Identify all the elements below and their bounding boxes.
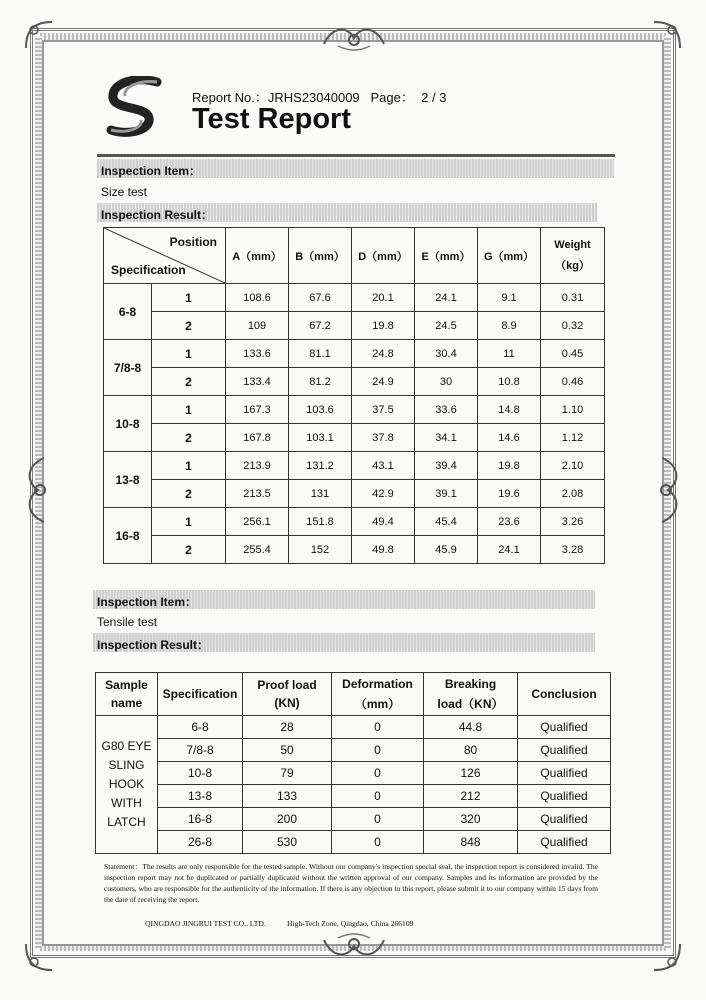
size-table-row — [104, 508, 605, 536]
measurement-cell: 24.5 — [415, 312, 478, 340]
measurement-cell: 24.1 — [415, 284, 478, 312]
measurement-cell: 131 — [289, 480, 352, 508]
sample-name-line: G80 EYE — [101, 739, 152, 753]
ornament-corner-tr — [650, 18, 684, 52]
measurement-cell: 255.4 — [226, 536, 289, 564]
inspection-item-value-2: Tensile test — [97, 615, 158, 629]
conclusion-cell: Qualified — [518, 716, 611, 739]
measurement-cell: 11 — [478, 340, 541, 368]
deform-cell: 0 — [332, 739, 424, 762]
measurement-cell: 152 — [289, 536, 352, 564]
break-header-line2: load（KN） — [437, 696, 504, 711]
measurement-cell: 67.6 — [289, 284, 352, 312]
measurement-cell: 45.4 — [415, 508, 478, 536]
spec-cell: 7/8-8 — [158, 739, 243, 762]
spec-cell: 10-8 — [158, 762, 243, 785]
ornament-top — [318, 20, 390, 54]
measurement-cell: 43.1 — [352, 452, 415, 480]
report-no-value: JRHS23040009 — [267, 90, 360, 105]
sample-name-line: WITH — [111, 796, 142, 810]
deform-cell: 0 — [332, 785, 424, 808]
measurement-cell: 49.4 — [352, 508, 415, 536]
deform-cell: 0 — [332, 716, 424, 739]
position-cell: 1 — [152, 508, 226, 536]
size-test-table — [103, 227, 605, 564]
measurement-cell: 19.8 — [352, 312, 415, 340]
breaking-cell: 44.8 — [424, 716, 518, 739]
measurement-cell: 0.31 — [541, 284, 605, 312]
measurement-cell: 34.1 — [415, 424, 478, 452]
proof-cell: 79 — [243, 762, 332, 785]
tensile-table-row — [96, 785, 611, 808]
measurement-cell: 213.5 — [226, 480, 289, 508]
measurement-cell: 8.9 — [478, 312, 541, 340]
deform-header-line2: （mm） — [354, 696, 401, 711]
measurement-cell: 108.6 — [226, 284, 289, 312]
measurement-cell: 109 — [226, 312, 289, 340]
proof-load-header — [243, 673, 332, 716]
size-table-row — [104, 340, 605, 368]
report-no-label: Report No.： — [192, 90, 268, 105]
position-cell: 1 — [152, 340, 226, 368]
deform-cell: 0 — [332, 808, 424, 831]
ornament-corner-tl — [22, 18, 56, 52]
measurement-cell: 67.2 — [289, 312, 352, 340]
breaking-cell: 212 — [424, 785, 518, 808]
measurement-cell: 20.1 — [352, 284, 415, 312]
proof-cell: 28 — [243, 716, 332, 739]
measurement-cell: 14.8 — [478, 396, 541, 424]
page-title: Test Report — [192, 103, 351, 135]
specification-header-2: Specification — [158, 673, 243, 716]
measurement-cell: 213.9 — [226, 452, 289, 480]
proof-cell: 50 — [243, 739, 332, 762]
measurement-cell: 133.4 — [226, 368, 289, 396]
conclusion-cell: Qualified — [518, 762, 611, 785]
proof-header-line2: (KN) — [274, 696, 300, 710]
size-table-row — [104, 312, 605, 340]
measurement-cell: 2.08 — [541, 480, 605, 508]
col-header-a: A（mm） — [226, 228, 289, 284]
measurement-cell: 19.6 — [478, 480, 541, 508]
size-table-row — [104, 536, 605, 564]
ornament-corner-bl — [22, 940, 56, 974]
ornament-right — [650, 452, 686, 528]
measurement-cell: 30 — [415, 368, 478, 396]
size-table-header-row — [104, 228, 605, 284]
measurement-cell: 167.3 — [226, 396, 289, 424]
diagonal-header-cell — [104, 228, 226, 284]
tensile-table-row — [96, 716, 611, 739]
size-table-body — [104, 284, 605, 564]
weight-label: Weight — [554, 238, 591, 251]
measurement-cell: 1.12 — [541, 424, 605, 452]
header-rule — [97, 154, 615, 157]
measurement-cell: 1.10 — [541, 396, 605, 424]
conclusion-cell: Qualified — [518, 739, 611, 762]
breaking-load-header — [424, 673, 518, 716]
measurement-cell: 151.8 — [289, 508, 352, 536]
measurement-cell: 30.4 — [415, 340, 478, 368]
spec-group-cell: 13-8 — [104, 452, 152, 508]
spec-group-cell: 7/8-8 — [104, 340, 152, 396]
measurement-cell: 2.10 — [541, 452, 605, 480]
inspection-result-label-2: Inspection Result： — [97, 638, 210, 652]
col-header-g: G（mm） — [478, 228, 541, 284]
position-cell: 2 — [152, 312, 226, 340]
measurement-cell: 103.6 — [289, 396, 352, 424]
measurement-cell: 167.8 — [226, 424, 289, 452]
measurement-cell: 37.8 — [352, 424, 415, 452]
weight-unit: （kg） — [555, 259, 590, 272]
breaking-cell: 848 — [424, 831, 518, 854]
measurement-cell: 19.8 — [478, 452, 541, 480]
inspection-item-value: Size test — [101, 185, 148, 199]
tensile-table-row — [96, 831, 611, 854]
spec-group-cell: 16-8 — [104, 508, 152, 564]
ornament-corner-br — [650, 940, 684, 974]
sample-header-line2: name — [110, 696, 143, 710]
measurement-cell: 37.5 — [352, 396, 415, 424]
tensile-test-table — [95, 672, 611, 854]
break-header-line1: Breaking — [444, 676, 497, 691]
measurement-cell: 49.8 — [352, 536, 415, 564]
measurement-cell: 42.9 — [352, 480, 415, 508]
tensile-table-row — [96, 739, 611, 762]
statement-text: Statement：The results are only responsible for the tested sample. Without our company's inspection special seal, the inspection report is considered invalid. The inspection report may not be duplicated or partially duplicated without the written approval of our company. Samples and its information are provided by the customers, who are responsible for the authenticity of the information. If there is any objection to this report, please submit it to our company within 15 days from the date of receiving the report. — [104, 862, 598, 904]
measurement-cell: 103.1 — [289, 424, 352, 452]
position-cell: 1 — [152, 452, 226, 480]
position-cell: 1 — [152, 396, 226, 424]
spec-cell: 6-8 — [158, 716, 243, 739]
sample-name-line: HOOK — [108, 777, 145, 791]
measurement-cell: 24.8 — [352, 340, 415, 368]
measurement-cell: 0.46 — [541, 368, 605, 396]
deform-cell: 0 — [332, 762, 424, 785]
col-header-weight — [541, 228, 605, 284]
proof-cell: 200 — [243, 808, 332, 831]
measurement-cell: 3.26 — [541, 508, 605, 536]
position-cell: 2 — [152, 368, 226, 396]
measurement-cell: 45.9 — [415, 536, 478, 564]
measurement-cell: 14.6 — [478, 424, 541, 452]
measurement-cell: 24.9 — [352, 368, 415, 396]
position-cell: 2 — [152, 480, 226, 508]
size-table-row — [104, 368, 605, 396]
spec-cell: 26-8 — [158, 831, 243, 854]
measurement-cell: 33.6 — [415, 396, 478, 424]
inspection-item-label: Inspection Item： — [101, 164, 202, 178]
measurement-cell: 24.1 — [478, 536, 541, 564]
measurement-cell: 39.4 — [415, 452, 478, 480]
col-header-e: E（mm） — [415, 228, 478, 284]
sample-name-header — [96, 673, 158, 716]
inspection-item-label-2: Inspection Item： — [97, 595, 198, 609]
tensile-table-row — [96, 762, 611, 785]
spec-cell: 16-8 — [158, 808, 243, 831]
conclusion-cell: Qualified — [518, 785, 611, 808]
size-table-row — [104, 452, 605, 480]
spec-group-cell: 10-8 — [104, 396, 152, 452]
size-table-row — [104, 396, 605, 424]
specification-header: Specification — [111, 263, 186, 277]
deform-cell: 0 — [332, 831, 424, 854]
sample-name-cell — [96, 716, 158, 854]
position-cell: 2 — [152, 536, 226, 564]
measurement-cell: 0.32 — [541, 312, 605, 340]
col-header-d: D（mm） — [352, 228, 415, 284]
measurement-cell: 81.2 — [289, 368, 352, 396]
footer-company: QINGDAO JINGRUI TEST CO., LTD. — [145, 919, 266, 928]
tensile-table-row — [96, 808, 611, 831]
deform-header-line1: Deformation — [342, 676, 413, 691]
measurement-cell: 39.1 — [415, 480, 478, 508]
measurement-cell: 0.45 — [541, 340, 605, 368]
conclusion-cell: Qualified — [518, 808, 611, 831]
measurement-cell: 23.6 — [478, 508, 541, 536]
measurement-cell: 133.6 — [226, 340, 289, 368]
proof-cell: 133 — [243, 785, 332, 808]
breaking-cell: 80 — [424, 739, 518, 762]
size-table-row — [104, 424, 605, 452]
page-label: Page： — [370, 90, 414, 105]
position-header: Position — [169, 235, 217, 249]
breaking-cell: 320 — [424, 808, 518, 831]
measurement-cell: 131.2 — [289, 452, 352, 480]
spec-group-cell: 6-8 — [104, 284, 152, 340]
sample-name-line: LATCH — [107, 815, 146, 829]
sample-header-line1: Sample — [105, 678, 148, 692]
sample-name-line: SLING — [108, 758, 145, 772]
inspection-result-label: Inspection Result： — [101, 208, 214, 222]
proof-cell: 530 — [243, 831, 332, 854]
conclusion-header: Conclusion — [518, 673, 611, 716]
company-logo — [103, 76, 165, 142]
conclusion-cell: Qualified — [518, 831, 611, 854]
measurement-cell: 81.1 — [289, 340, 352, 368]
ornament-left — [20, 452, 56, 528]
position-cell: 1 — [152, 284, 226, 312]
proof-header-line1: Proof load — [257, 678, 317, 692]
deformation-header — [332, 673, 424, 716]
measurement-cell: 3.28 — [541, 536, 605, 564]
ornament-bottom — [318, 930, 390, 964]
size-table-row — [104, 480, 605, 508]
page-value: 2 / 3 — [421, 90, 447, 105]
tensile-table-header-row — [96, 673, 611, 716]
breaking-cell: 126 — [424, 762, 518, 785]
measurement-cell: 256.1 — [226, 508, 289, 536]
measurement-cell: 9.1 — [478, 284, 541, 312]
measurement-cell: 10.8 — [478, 368, 541, 396]
tensile-table-body — [96, 716, 611, 854]
position-cell: 2 — [152, 424, 226, 452]
col-header-b: B（mm） — [289, 228, 352, 284]
size-table-row — [104, 284, 605, 312]
footer-address: High-Tech Zone, Qingdao, China 266109 — [287, 919, 414, 928]
spec-cell: 13-8 — [158, 785, 243, 808]
